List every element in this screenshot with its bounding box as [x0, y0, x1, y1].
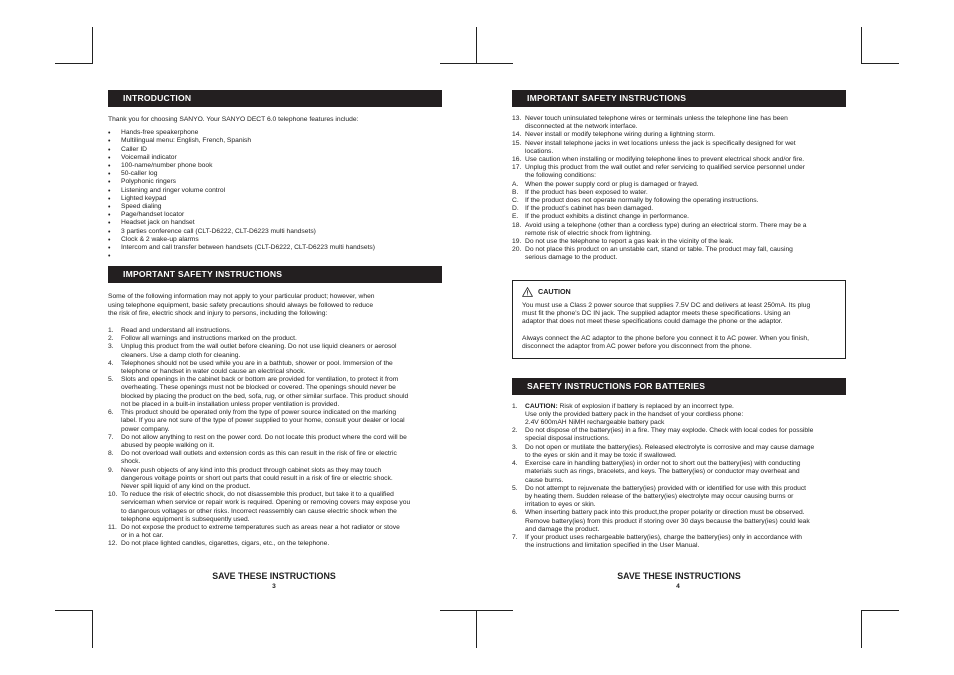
item-text-line: Never touch uninsulated telephone wires or terminals unless the telephone line has been — [525, 115, 788, 122]
item-number: C. — [512, 197, 519, 205]
item-text-line: To reduce the risk of electric shock, do not disassemble this product, but take it to a qualified — [121, 491, 394, 499]
item-number: D. — [512, 205, 519, 213]
crop-mark — [55, 610, 92, 611]
item-text-line: Never install or modify telephone wiring during a lightning storm. — [525, 131, 715, 139]
feature-item: • Hands-free speakerphone — [108, 129, 442, 137]
list-item — [512, 181, 846, 189]
caution-box — [512, 280, 846, 359]
list-item — [512, 131, 846, 139]
item-text-line: label. If you are not sure of the type of power supplied to your home, consult your dealer or local — [121, 417, 405, 425]
item-number: 11. — [108, 523, 117, 531]
feature-item: • Polyphonic ringers — [108, 178, 442, 186]
list-item — [108, 491, 442, 524]
item-text-line — [525, 403, 846, 411]
text-line: Always connect the AC adaptor to the phone before you connect it to AC power. When you finish, — [522, 335, 809, 343]
item-text-line: power company. — [121, 425, 170, 433]
list-item — [512, 246, 846, 262]
crop-mark — [862, 63, 899, 64]
item-text-line: Follow all warnings and instructions marked on the product. — [121, 335, 297, 343]
item-text-line: not be placed in a built-in installation unless proper ventilation is provided. — [121, 400, 340, 408]
item-text-line: When the power supply cord or plug is damaged or frayed. — [525, 180, 699, 188]
list-item — [512, 156, 846, 164]
item-number: 14. — [512, 131, 522, 139]
crop-mark — [55, 63, 92, 64]
item-text-line: Never spill liquid of any kind on the product. — [121, 482, 251, 490]
item-number: 6. — [512, 509, 518, 517]
item-text-line: Unplug this product from the wall outlet and refer servicing to qualified service personnel under — [525, 164, 805, 172]
list-item — [512, 164, 846, 180]
item-text-line: disconnected at the network interface. — [525, 123, 638, 131]
item-text-line: Do not dispose of the battery(ies) in a fire. They may explode. Check with local codes for possible — [525, 427, 814, 435]
list-item — [512, 427, 846, 443]
item-text-line: Do not place this product on an unstable cart, stand or table. The product may fall, causing — [525, 246, 793, 254]
item-text-line: and damage the product. — [525, 525, 600, 533]
save-instructions-left: SAVE THESE INSTRUCTIONS — [212, 571, 336, 581]
item-number: E. — [512, 213, 519, 221]
list-item — [108, 409, 442, 434]
safety-heading: IMPORTANT SAFETY INSTRUCTIONS — [108, 266, 442, 283]
crop-mark — [92, 27, 93, 64]
list-item — [512, 238, 846, 246]
item-number: B. — [512, 188, 519, 196]
list-item — [108, 335, 442, 343]
caution-label: CAUTION — [538, 286, 571, 296]
text-line: must fit the phone’s DC IN jack. The supplied adaptor meets these specifications. Using an — [522, 309, 791, 317]
item-text-line: dangerous voltage points or short out parts that could result in a risk of fire or electric shock. — [121, 474, 393, 482]
item-text-line: Never push objects of any kind into this product through cabinet slots as they may touch — [121, 466, 382, 474]
list-item — [512, 205, 846, 213]
left-page — [108, 90, 442, 549]
text-line: the risk of fire, electric shock and injury to persons, including the following: — [108, 309, 328, 317]
list-item — [512, 213, 846, 221]
item-text-line: Do not use the telephone to report a gas leak in the vicinity of the leak. — [525, 238, 734, 246]
item-number: 10. — [108, 491, 118, 499]
item-text-line: Unplug this product from the wall outlet before cleaning. Do not use liquid cleaners or aerosol — [121, 343, 397, 351]
item-text-line: telephone or handset in water could cause an electrical shock. — [121, 368, 306, 376]
item-text-line: telephone equipment is subsequently used. — [121, 515, 250, 523]
item-text-line: serviceman when service or repair work is required. Opening or removing covers may expose you — [121, 499, 411, 507]
item-text-line: Use caution when installing or modifying telephone lines to prevent electrical shock and/or fire. — [525, 156, 805, 164]
item-text-line: special disposal instructions. — [525, 435, 610, 443]
features-list — [108, 129, 442, 260]
list-item — [512, 189, 846, 197]
item-number: 5. — [108, 376, 114, 384]
item-text-line: shock. — [121, 458, 141, 466]
safety-heading-continued: IMPORTANT SAFETY INSTRUCTIONS — [512, 90, 846, 107]
item-number: 9. — [108, 466, 114, 474]
feature-item — [108, 252, 442, 260]
item-text-line: When inserting battery pack into this product,the proper polarity or direction must be observed. — [525, 509, 805, 517]
item-text-line: Do not overload wall outlets and extension cords as this can result in the risk of fire or electric — [121, 450, 397, 458]
list-item — [512, 444, 846, 460]
item-text-line: Use only the provided battery pack in the handset of your cordless phone: — [525, 410, 744, 418]
item-text-line: the following conditions: — [525, 172, 597, 180]
item-text-line: If the product exhibits a distinct change in performance. — [525, 213, 689, 221]
caution-title — [522, 287, 836, 297]
list-item — [512, 460, 846, 485]
item-text-line: Slots and openings in the cabinet back or bottom are provided for ventilation, to protect it from — [121, 376, 399, 384]
list-item — [108, 434, 442, 450]
right-page — [512, 90, 846, 550]
feature-item: • 3 parties conference call (CLT-D6222, CLT-D6223 multi handsets) — [108, 228, 442, 236]
text-line: disconnect the adaptor from AC power before you disconnect from the phone. — [522, 343, 752, 351]
item-number: 15. — [512, 139, 522, 147]
list-item — [108, 540, 442, 548]
list-item — [512, 140, 846, 156]
list-item — [512, 403, 846, 428]
safety-list-continued — [512, 115, 846, 263]
feature-item: • Intercom and call transfer between handsets (CLT-D6222, CLT-D6223 multi handsets) — [108, 244, 442, 252]
item-text-line: If the product does not operate normally by following the operating instructions. — [525, 197, 759, 205]
page-number-right: 4 — [676, 583, 680, 590]
list-item — [512, 115, 846, 131]
text-line: using telephone equipment, basic safety precautions should always be followed to reduce — [108, 301, 374, 309]
item-text-line: overheating. These openings must not be blocked or covered. The openings should never be — [121, 384, 396, 392]
feature-item: • Multilingual menu: English, French, Spanish — [108, 137, 442, 145]
feature-item: • Caller ID — [108, 146, 442, 154]
item-number: 3. — [512, 443, 518, 451]
text-line: You must use a Class 2 power source that supplies 7.5V DC and delivers at least 250mA. Its plug — [522, 301, 811, 309]
item-text-line: or in a hot car. — [121, 532, 164, 540]
list-item — [108, 360, 442, 376]
list-item — [108, 467, 442, 492]
item-text-line: Never install telephone jacks in wet locations unless the jack is specifically designed for wet — [525, 139, 796, 147]
list-item — [512, 197, 846, 205]
caution-paragraph-1 — [522, 302, 836, 327]
feature-item: • Voicemail indicator — [108, 154, 442, 162]
feature-item: • 50-caller log — [108, 170, 442, 178]
item-text-line: abused by people walking on it. — [121, 441, 215, 449]
list-item — [108, 327, 442, 335]
item-text-line: materials such as rings, bracelets, and keys. The battery(ies) or conductor may overheat and — [525, 468, 800, 476]
battery-heading: SAFETY INSTRUCTIONS FOR BATTERIES — [512, 378, 846, 395]
crop-mark — [477, 610, 513, 611]
caution-bold-label: CAUTION: — [525, 402, 558, 410]
crop-mark — [476, 27, 477, 64]
item-text-line: If your product uses rechargeable battery(ies), charge the battery(ies) only in accordance with — [525, 533, 802, 541]
feature-item: • 100-name/number phone book — [108, 162, 442, 170]
item-number: 4. — [108, 359, 114, 367]
safety-list — [108, 327, 442, 548]
item-number: 7. — [512, 533, 518, 541]
warning-triangle-icon — [522, 287, 533, 297]
list-item — [512, 509, 846, 534]
crop-mark — [477, 63, 513, 64]
crop-mark — [861, 27, 862, 64]
item-number: 19. — [512, 238, 522, 246]
item-text-line: to dangerous voltages or other risks. Incorrect reassembly can cause electric shock when the — [121, 507, 397, 515]
item-number: 2. — [108, 335, 114, 343]
item-text-line: the instructions and limitation specified in the User Manual. — [525, 542, 700, 550]
item-text-line: irritation to eyes or skin. — [525, 501, 596, 509]
feature-item: • Lighted keypad — [108, 195, 442, 203]
caution-paragraph-2 — [522, 335, 836, 351]
item-number: 17. — [512, 164, 522, 172]
list-item — [108, 450, 442, 466]
item-number: 1. — [512, 402, 518, 410]
item-text-line: cause burns. — [525, 476, 564, 484]
feature-item: • Listening and ringer volume control — [108, 187, 442, 195]
text-line: adaptor that does not meet these specifications could damage the phone or the adaptor. — [522, 318, 783, 326]
crop-mark — [440, 63, 476, 64]
item-number: 4. — [512, 460, 518, 468]
crop-mark — [440, 610, 476, 611]
item-number: A. — [512, 180, 519, 188]
feature-item: • Clock & 2 wake-up alarms — [108, 236, 442, 244]
item-number: 6. — [108, 409, 114, 417]
item-text: Risk of explosion if battery is replaced by an incorrect type. — [557, 402, 734, 410]
item-text-line: cleaners. Use a damp cloth for cleaning. — [121, 351, 241, 359]
item-text-line: This product should be operated only from the type of power source indicated on the marking — [121, 409, 397, 417]
item-text-line: Do not place lighted candles, cigarettes, cigars, etc., on the telephone. — [121, 540, 330, 548]
item-text-line: blocked by placing the product on the bed, sofa, rug, or other similar surface. This product should — [121, 392, 409, 400]
item-text-line: to the eyes or skin and it may be toxic if swallowed. — [525, 451, 677, 459]
item-number: 16. — [512, 156, 522, 164]
item-number: 12. — [108, 540, 118, 548]
item-text-line: Do not allow anything to rest on the power cord. Do not locate this product where the cord will be — [121, 433, 407, 441]
item-text-line: Read and understand all instructions. — [121, 327, 232, 335]
item-text-line: locations. — [525, 147, 554, 155]
item-text-line: Do not open or mutilate the battery(ies). Released electrolyte is corrosive and may cause damage — [525, 443, 815, 451]
item-text-line: serious damage to the product. — [525, 254, 618, 262]
text-line: Some of the following information may not apply to your particular product; however, when — [108, 293, 375, 301]
list-item — [512, 485, 846, 510]
safety-intro — [108, 293, 442, 318]
item-number: 8. — [108, 450, 114, 458]
item-text-line: Do not attempt to rejuvenate the battery(ies) provided with or identified for use with this product — [525, 484, 807, 492]
feature-item: • Page/handset locator — [108, 211, 442, 219]
item-number: 13. — [512, 115, 522, 122]
item-text-line: remote risk of electric shock from lightning. — [525, 229, 652, 237]
item-text-line: 2.4V 600mAH NiMH rechargeable battery pack — [525, 419, 665, 427]
crop-mark — [476, 610, 477, 648]
list-item — [108, 343, 442, 359]
item-number: 5. — [512, 484, 518, 492]
feature-item: • Speed dialing — [108, 203, 442, 211]
item-text-line: Avoid using a telephone (other than a cordless type) during an electrical storm. There may be a — [525, 221, 807, 229]
intro-text: Thank you for choosing SANYO. Your SANYO DECT 6.0 telephone features include: — [108, 116, 359, 123]
item-text-line: by heating them. Sudden release of the battery(ies) electrolyte may occur causing burns or — [525, 492, 794, 500]
item-number: 2. — [512, 427, 518, 435]
item-number: 20. — [512, 246, 522, 254]
introduction-heading: INTRODUCTION — [108, 90, 442, 107]
item-number: 3. — [108, 343, 114, 351]
battery-list — [512, 403, 846, 551]
crop-mark — [861, 610, 862, 648]
list-item — [512, 534, 846, 550]
item-text-line: Exercise care in handling battery(ies) in order not to short out the battery(ies) with conducting — [525, 460, 801, 468]
feature-item: • Headset jack on handset — [108, 219, 442, 227]
item-number: 18. — [512, 221, 522, 229]
crop-mark — [862, 610, 899, 611]
item-text-line: Do not expose the product to extreme temperatures such as areas near a hot radiator or stove — [121, 523, 400, 531]
item-number: 1. — [108, 327, 114, 335]
list-item — [108, 376, 442, 409]
list-item — [512, 222, 846, 238]
page-number-left: 3 — [272, 583, 276, 590]
list-item — [108, 524, 442, 540]
item-text-line: If the product’s cabinet has been damaged. — [525, 205, 654, 213]
save-instructions-right: SAVE THESE INSTRUCTIONS — [617, 571, 741, 581]
item-text-line: Telephones should not be used while you are in a bathtub, shower or pool. Immersion of the — [121, 359, 393, 367]
item-text-line: If the product has been exposed to water. — [525, 188, 648, 196]
item-text-line: Remove battery(ies) from this product if storing over 30 days because the battery(ies) could leak — [525, 517, 810, 525]
item-number: 7. — [108, 433, 114, 441]
crop-mark — [92, 610, 93, 648]
